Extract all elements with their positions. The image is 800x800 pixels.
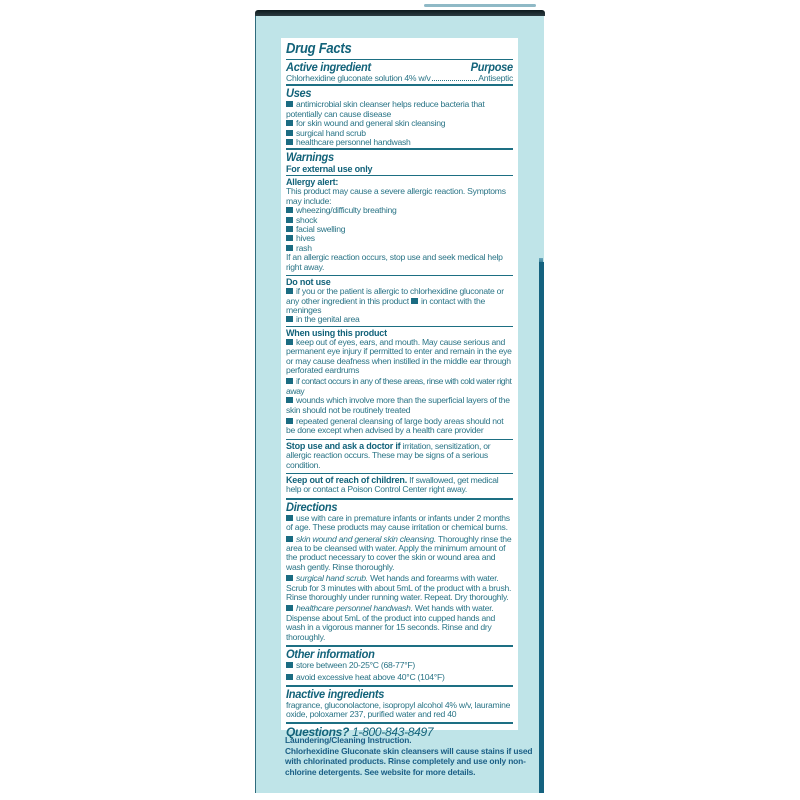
stop-use-section: [286, 441, 513, 470]
square-bullet-icon: [286, 120, 293, 126]
divider: [286, 84, 513, 86]
list-item: shock: [286, 216, 513, 225]
keep-out-section: [286, 475, 513, 495]
inactive-ingredients-heading: Inactive ingredients: [286, 686, 385, 701]
square-bullet-icon: [286, 130, 293, 136]
list-item: healthcare personnel handwash: [286, 138, 513, 147]
allergy-symptom-list: [286, 206, 513, 253]
list-item: skin wound and general skin cleansing. Thoroughly rinse the area to be cleansed with water. Apply the minimum amount of the product necessary to cover the skin or wound area and wash gently. Rinse thoroughly.: [286, 533, 512, 572]
list-item: antimicrobial skin cleanser helps reduce bacteria that potentially can cause disease: [286, 99, 485, 119]
list-item: use with care in premature infants or infants under 2 months of age. These products may cause irritation or chemical burns.: [286, 512, 510, 533]
divider: [286, 473, 513, 474]
stop-use-heading: Stop use and ask a doctor if: [286, 440, 401, 451]
list-item: surgical hand scrub. Wet hands and forearms with water. Scrub for 3 minutes with about 5mL of the product with a brush. Rinse thoroughly under running water. Repeat. Dry thoroughly.: [286, 573, 512, 603]
other-info-heading: Other information: [286, 647, 375, 662]
box-back-edge: [424, 4, 536, 7]
list-item: avoid excessive heat above 40°C (104°F): [286, 673, 513, 682]
list-item: store between 20-25°C (68-77°F): [286, 661, 513, 670]
dotted-leader: [432, 80, 478, 81]
other-info-list: [286, 661, 513, 682]
allergy-alert-heading: Allergy alert:: [286, 177, 339, 188]
list-item: repeated general cleansing of large body areas should not be done except when advised by a health care provider: [286, 415, 504, 436]
square-bullet-icon: [286, 515, 293, 521]
square-bullet-icon: [286, 101, 293, 107]
square-bullet-icon: [286, 674, 293, 680]
keep-out-text: If swallowed, get medical help or contact a Poison Control Center right away.: [286, 475, 499, 495]
list-item: keep out of eyes, ears, and mouth. May cause serious and permanent eye injury if permitted to enter and remain in the eye or may cause deafness when instilled in the middle ear through perforated eardrums: [286, 336, 512, 375]
when-using-heading: When using this product: [286, 327, 387, 338]
directions-heading: Directions: [286, 499, 338, 514]
square-bullet-icon: [286, 207, 293, 213]
drug-facts-panel: [281, 38, 518, 739]
keep-out-heading: Keep out of reach of children.: [286, 475, 408, 485]
laundering-instructions: [285, 735, 535, 777]
active-ingredient-heading: Active ingredient: [286, 60, 371, 74]
allergy-alert-text: This product may cause a severe allergic reaction. Symptoms may include:: [286, 186, 506, 206]
square-bullet-icon: [286, 536, 293, 542]
divider: [286, 439, 513, 440]
list-item: for skin wound and general skin cleansing: [286, 119, 513, 128]
divider: [286, 722, 513, 724]
square-bullet-icon: [286, 288, 293, 294]
square-bullet-icon: [286, 245, 293, 251]
box-top-edge: [255, 10, 545, 16]
square-bullet-icon: [286, 575, 293, 581]
questions-phone[interactable]: 1-800-843-8497: [352, 724, 434, 739]
list-item: wounds which involve more than the superficial layers of the skin should not be routinely treated: [286, 395, 510, 415]
ingredient-name: Chlorhexidine gluconate solution 4% w/v: [286, 73, 431, 83]
uses-list: [286, 100, 513, 147]
list-item: rash: [286, 244, 513, 253]
allergy-after-text: If an allergic reaction occurs, stop use and seek medical help right away.: [286, 252, 503, 272]
divider: [286, 175, 513, 176]
square-bullet-icon: [286, 235, 293, 241]
square-bullet-icon: [286, 339, 293, 345]
box-right-edge: [539, 262, 544, 793]
list-item: hives: [286, 234, 513, 243]
list-item: surgical hand scrub: [286, 129, 513, 138]
list-item: facial swelling: [286, 225, 513, 234]
purpose-heading: Purpose: [470, 60, 513, 74]
square-bullet-icon: [286, 378, 293, 384]
square-bullet-icon: [286, 226, 293, 232]
warnings-heading: Warnings: [286, 150, 334, 165]
square-bullet-icon: [286, 217, 293, 223]
list-item: wheezing/difficulty breathing: [286, 206, 513, 215]
square-bullet-icon: [411, 298, 418, 304]
square-bullet-icon: [286, 605, 293, 611]
square-bullet-icon: [286, 397, 293, 403]
do-not-use-heading: Do not use: [286, 277, 331, 288]
active-ingredient-row: [286, 74, 513, 83]
square-bullet-icon: [286, 418, 293, 424]
laundering-heading: Laundering/Cleaning Instruction.: [285, 735, 412, 745]
drug-facts-title: Drug Facts: [286, 41, 352, 57]
external-use-note: For external use only: [286, 164, 373, 175]
when-using-list: [286, 338, 513, 436]
divider: [286, 326, 513, 327]
square-bullet-icon: [286, 662, 293, 668]
stop-use-text: irritation, sensitization, or allergic reaction occurs. These may be signs of a serious condition.: [286, 440, 491, 470]
list-item: if contact occurs in any of these areas, rinse with cold water right away: [286, 376, 512, 396]
laundering-text: Chlorhexidine Gluconate skin cleansers will cause stains if used with chlorinated products. Rinse completely and use only non-chlorine detergents. See website for more details.: [285, 745, 533, 777]
divider: [286, 275, 513, 276]
uses-heading: Uses: [286, 86, 312, 101]
do-not-use-text: if you or the patient is allergic to chlorhexidine gluconate or any other ingredient in this product in contact with the meninges in the genital area: [286, 286, 504, 325]
directions-list: [286, 514, 513, 642]
questions-label: Questions?: [286, 724, 350, 739]
square-bullet-icon: [286, 139, 293, 145]
square-bullet-icon: [286, 316, 293, 322]
ingredient-purpose: Antiseptic: [478, 73, 513, 83]
inactive-ingredients-text: fragrance, gluconolactone, isopropyl alcohol 4% w/v, lauramine oxide, poloxamer 237, purified water and red 40: [286, 699, 511, 720]
list-item: healthcare personnel handwash. Wet hands with water. Dispense about 5mL of the product into cupped hands and wash in a vigorous manner for 15 seconds. Rinse and dry thoroughly.: [286, 603, 496, 642]
